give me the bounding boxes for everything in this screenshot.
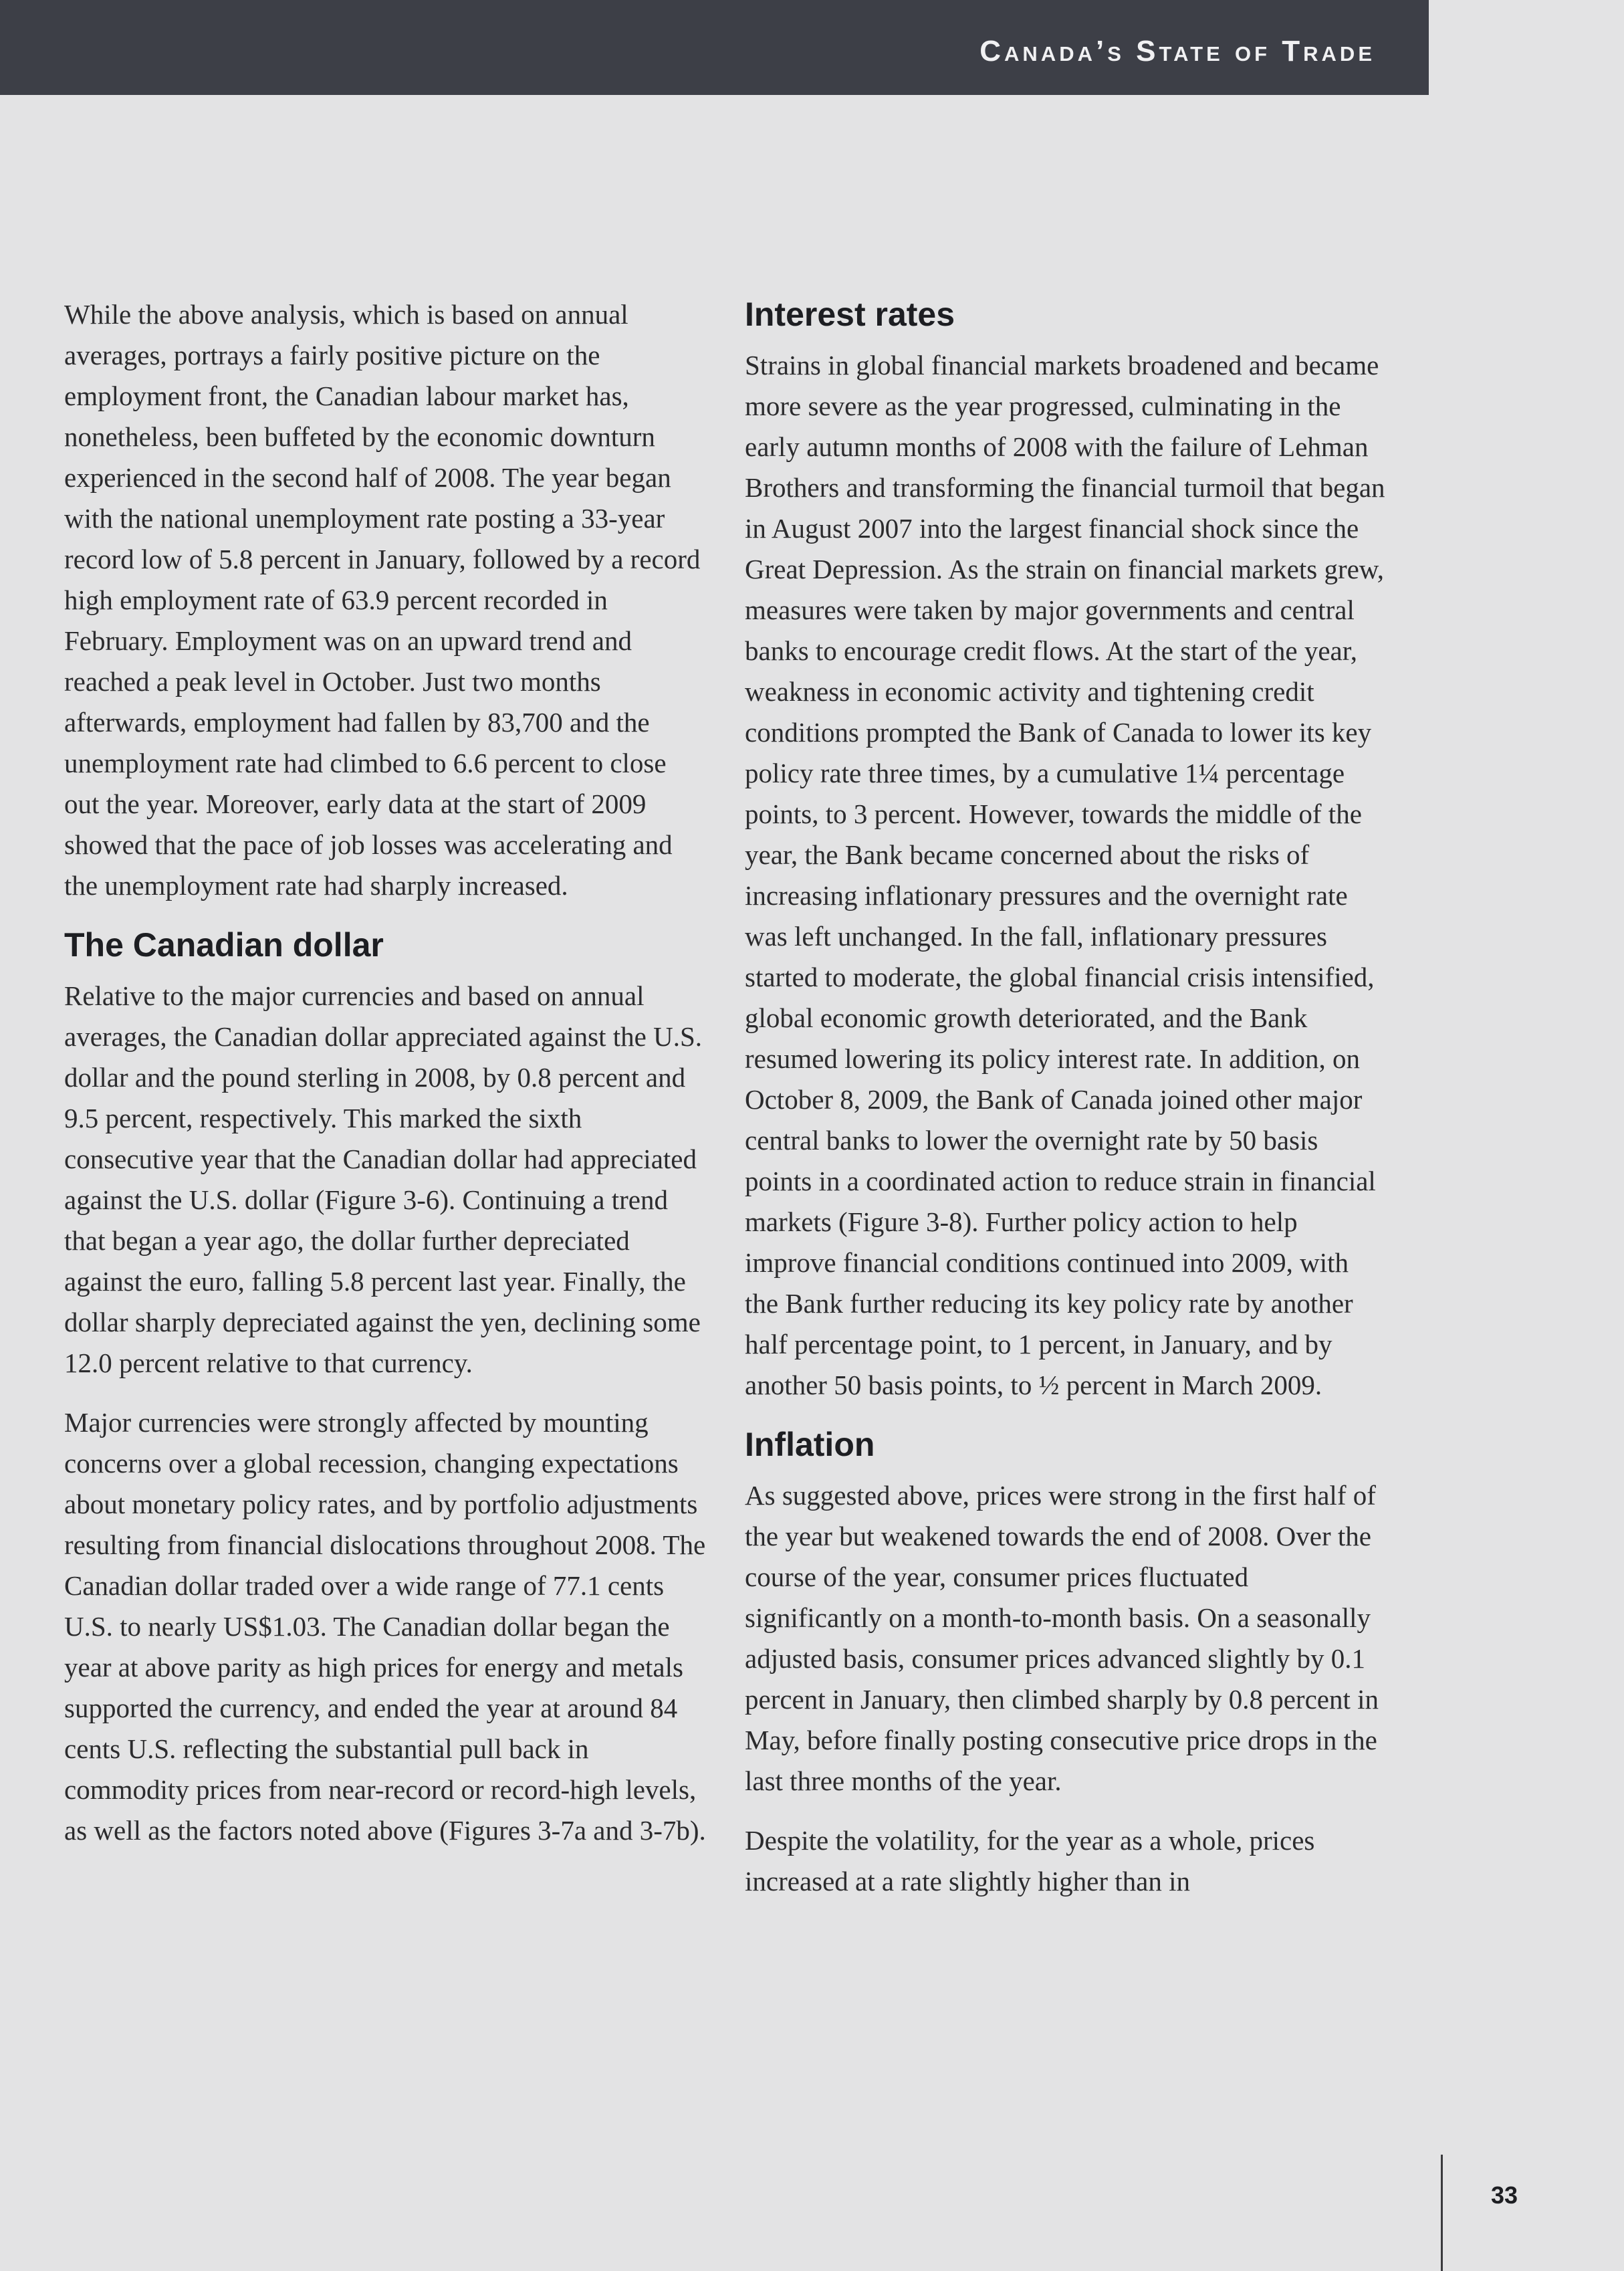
- right-column: [745, 294, 1387, 1921]
- left-column: [64, 294, 706, 1870]
- canadian-dollar-heading: The Canadian dollar: [64, 926, 384, 964]
- running-header-title: Canada’s State of Trade: [979, 35, 1375, 68]
- interest-rates-heading: Interest rates: [745, 296, 955, 333]
- inflation-paragraph-2: Despite the volatility, for the year as a whole, prices increased at a rate slightly higher than in: [745, 1825, 1315, 1897]
- footer-divider: [1441, 2155, 1443, 2271]
- page-number: 33: [1491, 2181, 1518, 2209]
- dollar-paragraph-1: Relative to the major currencies and based on annual averages, the Canadian dollar appreciated against the U.S. dollar and the pound sterling in 2008, by 0.8 percent and 9.5 percent, respectively. This marked the sixth consecutive year that the Canadian dollar had appreciated against the U.S. dollar (Figure 3-6). Continuing a trend that began a year ago, the dollar further depreciated against the euro, falling 5.8 percent last year. Finally, the dollar sharply depreciated against the yen, declining some 12.0 percent relative to that currency.: [64, 980, 703, 1378]
- employment-paragraph: While the above analysis, which is based on annual averages, portrays a fairly positive picture on the employment front, the Canadian labour market has, nonetheless, been buffeted by the economic downturn experienced in the second half of 2008. The year began with the national unemployment rate posting a 33-year record low of 5.8 percent in January, followed by a record high employment rate of 63.9 percent recorded in February. Employment was on an upward trend and reached a peak level in October. Just two months afterwards, employment had fallen by 83,700 and the unemployment rate had climbed to 6.6 percent to close out the year. Moreover, early data at the start of 2009 showed that the pace of job losses was accelerating and the unemployment rate had sharply increased.: [64, 299, 701, 901]
- interest-rates-paragraph: Strains in global financial markets broadened and became more severe as the year progressed, culminating in the early autumn months of 2008 with the failure of Lehman Brothers and transforming the financial turmoil that began in August 2007 into the largest financial shock since the Great Depression. As the strain on financial markets grew, measures were taken by major governments and central banks to encourage credit flows. At the start of the year, weakness in economic activity and tightening credit conditions prompted the Bank of Canada to lower its key policy rate three times, by a cumulative 1¼ percentage points, to 3 percent. However, towards the middle of the year, the Bank became concerned about the risks of increasing inflationary pressures and the overnight rate was left unchanged. In the fall, inflationary pressures started to moderate, the global financial crisis intensified, global economic growth deteriorated, and the Bank resumed lowering its policy interest rate. In addition, on October 8, 2009, the Bank of Canada joined other major central banks to lower the overnight rate by 50 basis points in a coordinated action to reduce strain in financial markets (Figure 3-8). Further policy action to help improve financial conditions continued into 2009, with the Bank further reducing its key policy rate by another half percentage point, to 1 percent, in January, and by another 50 basis points, to ½ percent in March 2009.: [745, 350, 1385, 1400]
- header-bar: [0, 0, 1429, 95]
- inflation-paragraph-1: As suggested above, prices were strong in the first half of the year but weakened towards the end of 2008. Over the course of the year, consumer prices fluctuated significantly on a month-to-month basis. On a seasonally adjusted basis, consumer prices advanced slightly by 0.1 percent in January, then climbed sharply by 0.8 percent in May, before finally posting consecutive price drops in the last three months of the year.: [745, 1480, 1379, 1796]
- inflation-heading: Inflation: [745, 1426, 875, 1463]
- dollar-paragraph-2: Major currencies were strongly affected by mounting concerns over a global recession, changing expectations about monetary policy rates, and by portfolio adjustments resulting from financial dislocations throughout 2008. The Canadian dollar traded over a wide range of 77.1 cents U.S. to nearly US$1.03. The Canadian dollar began the year at above parity as high prices for energy and metals supported the currency, and ended the year at around 84 cents U.S. reflecting the substantial pull back in commodity prices from near-record or record-high levels, as well as the factors noted above (Figures 3-7a and 3-7b).: [64, 1407, 706, 1846]
